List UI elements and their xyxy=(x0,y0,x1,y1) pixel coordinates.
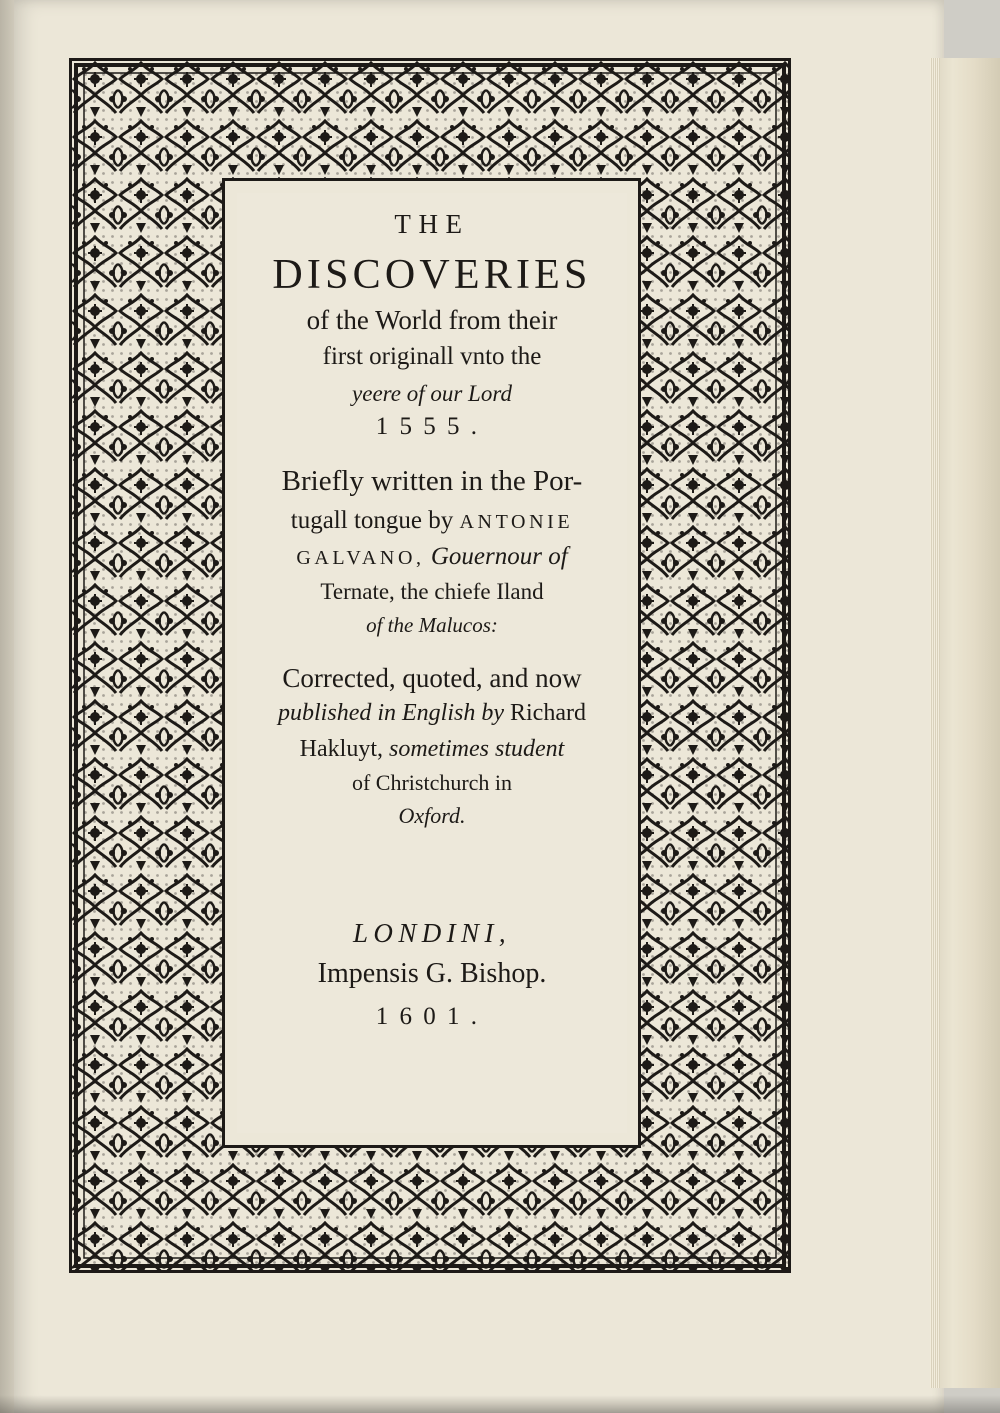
woodcut-border xyxy=(69,58,791,1273)
imprint-year: 1601. xyxy=(375,1003,489,1030)
editor-line-1: Corrected, quoted, and now xyxy=(282,663,582,693)
editor-name-richard: Richard xyxy=(510,700,586,726)
book-spine xyxy=(930,58,1000,1388)
author-line-2-text: tugall tongue by xyxy=(290,507,454,534)
editor-line-4: of Christchurch in xyxy=(351,770,513,795)
author-title: Gouernour of xyxy=(430,543,568,570)
author-name-galvano: GALVANO, xyxy=(296,547,425,569)
imprint-place: LONDINI, xyxy=(353,918,511,948)
book-page xyxy=(14,0,944,1413)
editor-line-3 xyxy=(237,736,627,763)
title-line-5: yeere of our Lord xyxy=(352,381,512,406)
title-text-panel xyxy=(237,193,627,1133)
title-line-3: of the World from their xyxy=(306,305,558,335)
title-line-4: first originall vnto the xyxy=(322,343,542,370)
editor-line-2 xyxy=(237,700,627,727)
title-the: THE xyxy=(394,209,470,239)
author-name-antonie: ANTONIE xyxy=(459,511,574,533)
imprint-printer: Impensis G. Bishop. xyxy=(317,958,547,989)
author-line-1: Briefly written in the Por- xyxy=(281,465,583,497)
page-block-edge xyxy=(930,58,940,1388)
title-discoveries: DISCOVERIES xyxy=(272,252,592,298)
author-line-4: Ternate, the chiefe Iland xyxy=(320,579,544,604)
author-line-5: of the Malucos: xyxy=(366,613,498,637)
editor-role: sometimes student xyxy=(389,736,565,762)
author-line-3 xyxy=(237,543,627,571)
editor-line-2-italic: published in English by xyxy=(278,700,504,726)
editor-line-5: Oxford. xyxy=(398,803,466,828)
author-line-2 xyxy=(237,507,627,535)
title-year: 1555. xyxy=(375,413,489,440)
editor-name-hakluyt: Hakluyt, xyxy=(299,736,383,762)
bottom-shadow xyxy=(0,1395,1000,1413)
